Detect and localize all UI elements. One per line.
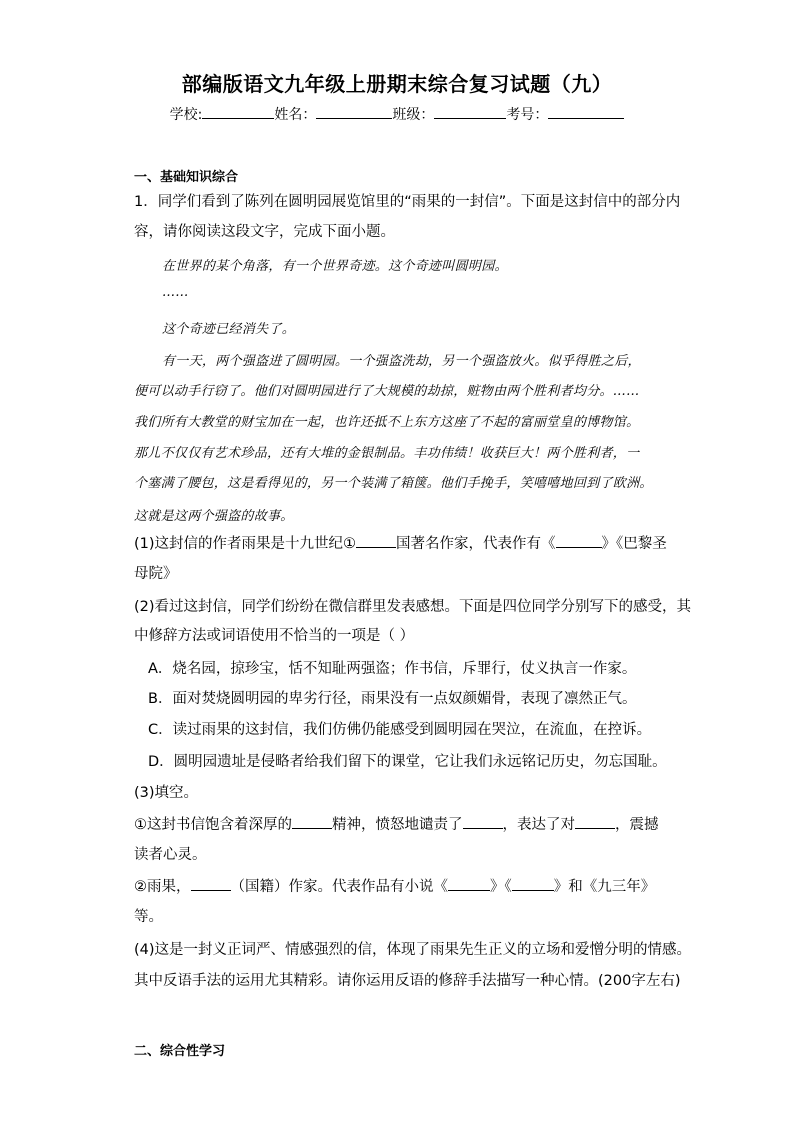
- subq3-item1-text-b: 精神，愤怒地谴责了: [332, 817, 463, 833]
- letter-line: 这就是这两个强盗的故事。: [134, 509, 294, 524]
- letter-line: 在世界的某个角落，有一个世界奇迹。这个奇迹叫圆明园。: [162, 259, 508, 274]
- school-label: 学校:: [169, 107, 203, 123]
- option-a[interactable]: A．烧名园，掠珍宝，恬不知耻两强盗；作书信，斥罪行，仗义执言一作家。: [148, 661, 637, 677]
- letter-line: 这个奇迹已经消失了。: [162, 322, 296, 337]
- subq1-text-c: 》《巴黎圣: [601, 536, 667, 552]
- subq3-item2-line1: [134, 873, 664, 901]
- option-b[interactable]: B．面对焚烧圆明园的卑劣行径，雨果没有一点奴颜媚骨，表现了凛然正气。: [148, 691, 637, 707]
- subq3-item2-text-d: 》和《九三年》: [553, 879, 656, 895]
- letter-line: 那儿不仅仅有艺术珍品，还有大堆的金银制品。丰功伟绩！收获巨大！两个胜利者，一: [134, 446, 640, 461]
- number-field[interactable]: [548, 104, 624, 119]
- subq3-blank-2[interactable]: [463, 812, 503, 829]
- option-d[interactable]: D．圆明园遗址是侵略者给我们留下的课堂，它让我们永远铭记历史，勿忘国耻。: [148, 754, 667, 770]
- letter-line: 我们所有大教堂的财宝加在一起，也许还抵不上东方这座了不起的富丽堂皇的博物馆。: [134, 415, 640, 430]
- subq3-item2-text-a: ②雨果，: [134, 879, 191, 895]
- subq2-line1: (2)看过这封信，同学们纷纷在微信群里发表感想。下面是四位同学分别写下的感受，其: [134, 599, 692, 615]
- subq4-line1: (4)这是一封义正词严、情感强烈的信，体现了雨果先生正义的立场和爱憎分明的情感。: [134, 942, 692, 958]
- school-field[interactable]: [202, 104, 274, 119]
- student-info-line: [0, 104, 794, 124]
- subq4-line2: 其中反语手法的运用尤其精彩。请你运用反语的修辞手法描写一种心情。(200字左右): [134, 973, 681, 989]
- subq3-item1-line2: 读者心灵。: [134, 847, 207, 863]
- subq3-item2-text-b: （国籍）作家。代表作品有小说《: [230, 879, 448, 895]
- class-label: 班级：: [392, 107, 435, 123]
- subq3-blank-6[interactable]: [512, 874, 554, 891]
- number-label: 考号：: [506, 107, 549, 123]
- subq1-text-a: (1)这封信的作者雨果是十九世纪①: [134, 536, 357, 552]
- subq3-item1-line1: [134, 811, 664, 839]
- section-heading-1: 一、基础知识综合: [134, 170, 239, 185]
- letter-line: 有一天，两个强盗进了圆明园。一个强盗洗劫，另一个强盗放火。似乎得胜之后，: [162, 354, 641, 369]
- subq3-item1-text-d: ，震撼: [615, 817, 659, 833]
- letter-line: 便可以动手行窃了。他们对圆明园进行了大规模的劫掠，赃物由两个胜利者均分。……: [134, 384, 640, 399]
- subq3-item1-text-c: ，表达了对: [502, 817, 575, 833]
- q1-stem-line2: 容，请你阅读这段文字，完成下面小题。: [134, 224, 395, 240]
- letter-line: 个塞满了腰包，这是看得见的，另一个装满了箱箧。他们手挽手，笑嘻嘻地回到了欧洲。: [134, 476, 653, 491]
- option-c[interactable]: C．读过雨果的这封信，我们仿佛仍能感受到圆明园在哭泣，在流血，在控诉。: [148, 722, 652, 738]
- subq3-blank-3[interactable]: [575, 812, 615, 829]
- subq3-blank-4[interactable]: [191, 874, 231, 891]
- name-label: 姓名：: [274, 107, 317, 123]
- name-field[interactable]: [316, 104, 392, 119]
- subq3-heading: (3)填空。: [134, 785, 199, 801]
- subq3-blank-1[interactable]: [292, 812, 332, 829]
- q1-stem-line1: 1．同学们看到了陈列在圆明园展览馆里的“雨果的一封信”。下面是这封信中的部分内: [134, 194, 681, 210]
- subq1-text-b: 国著名作家，代表作有《: [396, 536, 556, 552]
- subq1-line2: 母院》: [134, 566, 178, 582]
- subq3-item2-line2: 等。: [134, 909, 163, 925]
- section-heading-2: 二、综合性学习: [134, 1044, 226, 1059]
- subq2-line2: 中修辞方法或词语使用不恰当的一项是（ ）: [134, 628, 415, 644]
- subq3-item2-text-c: 》《: [490, 879, 512, 895]
- page-title: 部编版语文九年级上册期末综合复习试题（九）: [181, 72, 613, 96]
- subq1-line1: [134, 530, 667, 558]
- subq1-blank-1[interactable]: [356, 531, 396, 548]
- class-field[interactable]: [434, 104, 506, 119]
- letter-line: ……: [162, 285, 189, 300]
- subq3-blank-5[interactable]: [448, 874, 490, 891]
- subq3-item1-text-a: ①这封书信饱含着深厚的: [134, 817, 292, 833]
- subq1-blank-2[interactable]: [556, 531, 602, 548]
